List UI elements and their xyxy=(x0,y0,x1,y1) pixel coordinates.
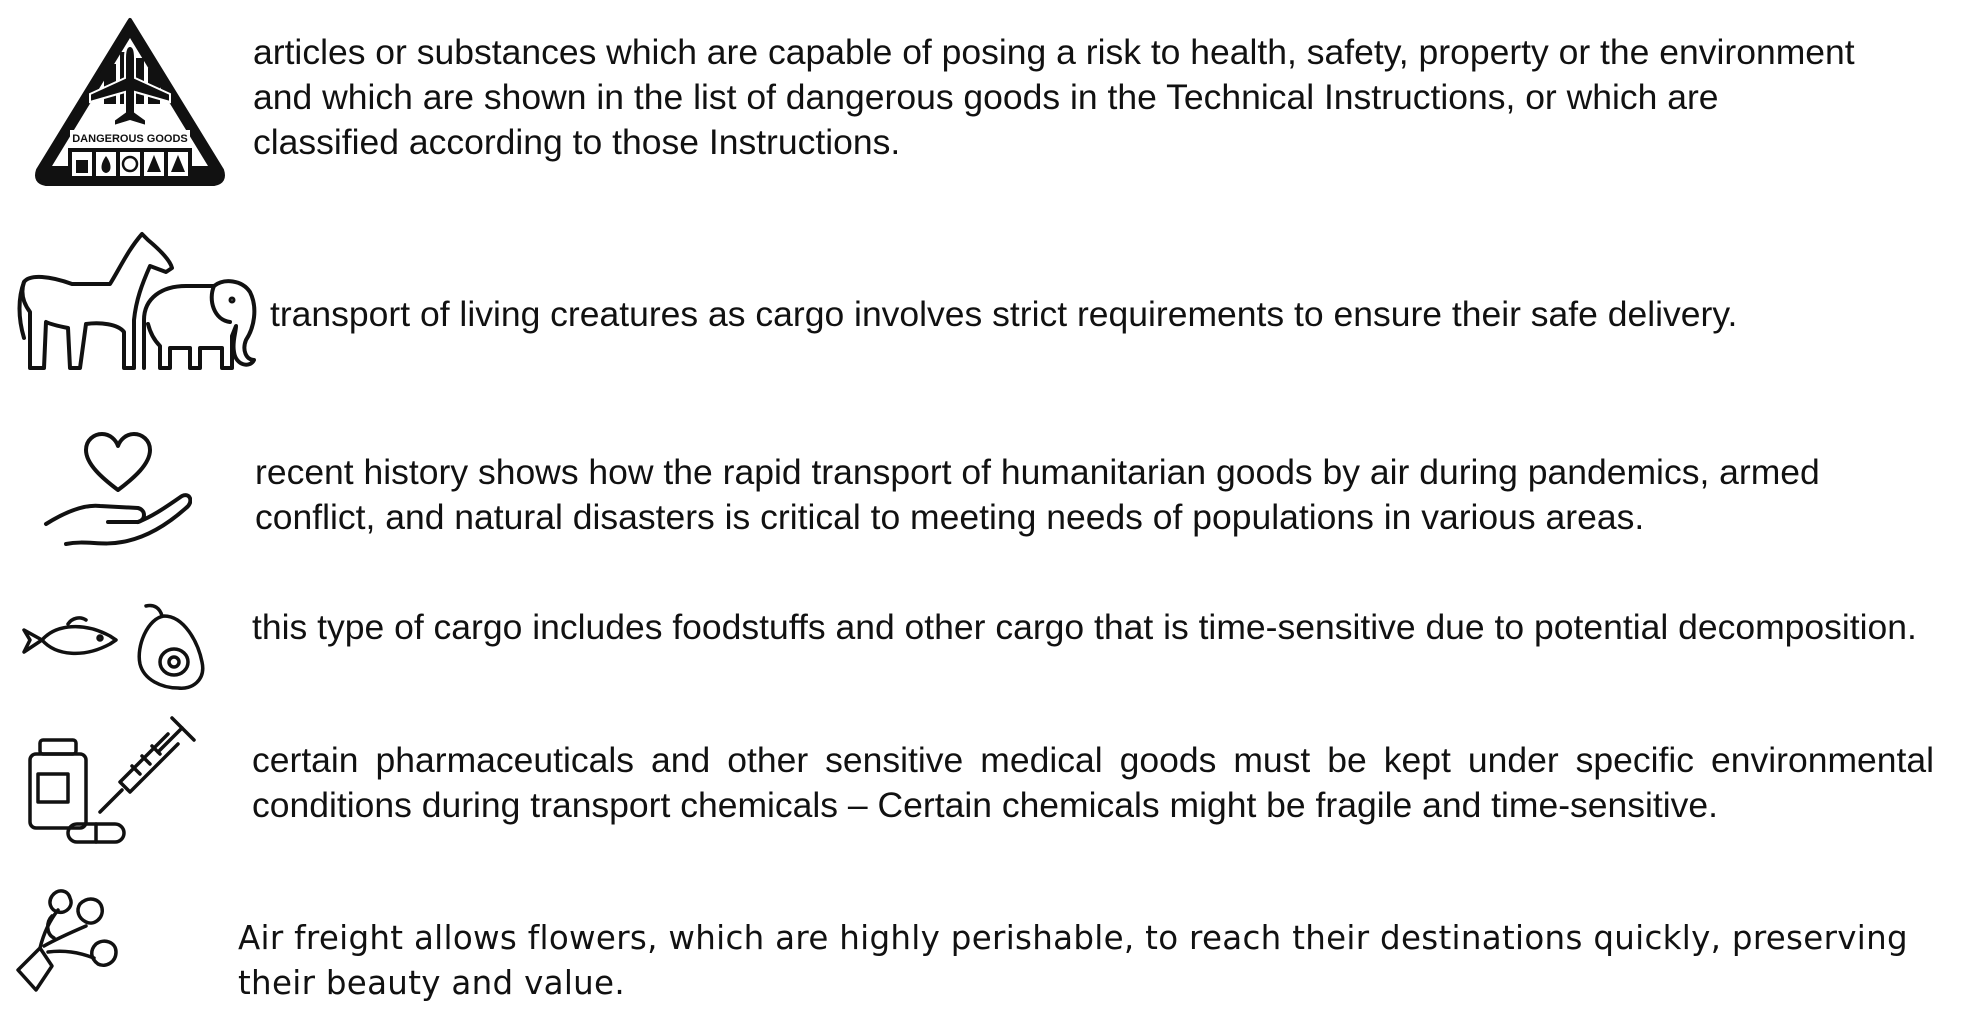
perishables-text: this type of cargo includes foodstuffs and other cargo that is time-sensitive due to potential decomposition. xyxy=(252,607,1917,647)
humanitarian-aid-icon xyxy=(42,432,192,548)
dangerous-goods-icon xyxy=(30,12,230,192)
flowers-text: Air freight allows flowers, which are highly perishable, to reach their destinations quickly, preserving their beauty and value. xyxy=(238,919,1908,1002)
pharmaceuticals-text: certain pharmaceuticals and other sensitive medical goods must be kept under specific environmental conditions during transport chemicals – Certain chemicals might be fragile and time-sensitive. xyxy=(252,740,1934,825)
perishables-icon xyxy=(20,600,210,692)
pharmaceuticals-icon xyxy=(26,712,200,848)
flowers-icon xyxy=(14,886,126,996)
humanitarian-aid-text: recent history shows how the rapid transport of humanitarian goods by air during pandemics, armed conflict, and natural disasters is critical to meeting needs of populations in various areas. xyxy=(255,452,1820,537)
live-animals-icon xyxy=(10,228,258,378)
dangerous-goods-label: DANGEROUS GOODS xyxy=(72,133,188,145)
live-animals-text: transport of living creatures as cargo involves strict requirements to ensure their safe delivery. xyxy=(270,294,1738,334)
dangerous-goods-text: articles or substances which are capable of posing a risk to health, safety, property or the environment and which are shown in the list of dangerous goods in the Technical Instructions, or which are classified according to those Instructions. xyxy=(253,32,1855,162)
